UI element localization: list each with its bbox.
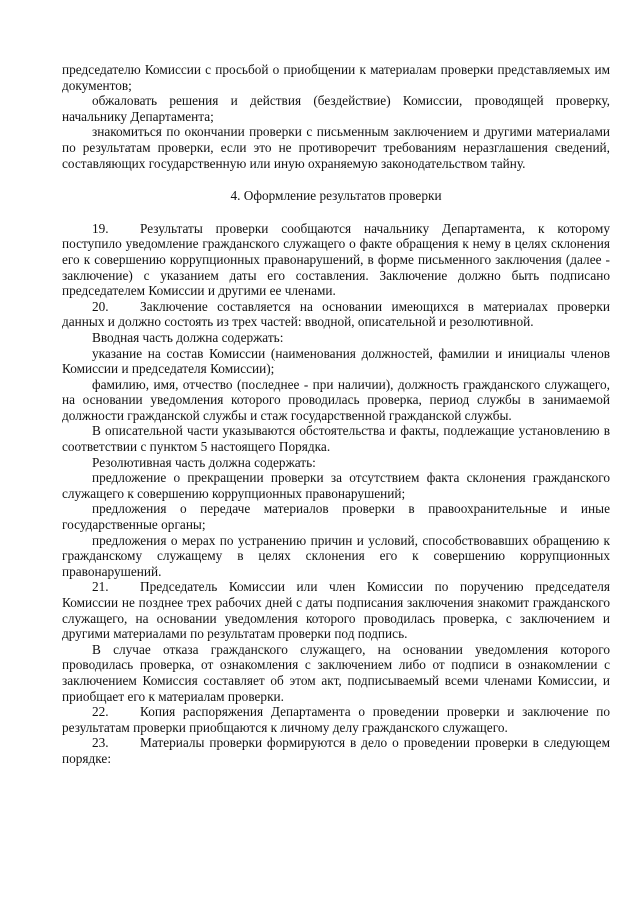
item-21 [62, 579, 610, 641]
paragraph-rights-petition: председателю Комиссии с просьбой о приобщении к материалам проверки представляемых им документов; [62, 62, 610, 93]
paragraph-resolution-measures: предложения о мерах по устранению причин и условий, способствовавших обращению к гражданскому служащему в целях склонения его к совершению коррупционных правонарушений. [62, 532, 610, 579]
paragraph-rights-appeal: обжаловать решения и действия (бездействие) Комиссии, проводящей проверку, начальнику Департамента; [62, 93, 610, 124]
paragraph-resolution-termination: предложение о прекращении проверки за отсутствием факта склонения гражданского служащего к совершению коррупционных правонарушений; [62, 470, 610, 501]
item-number: 21. [92, 579, 109, 595]
paragraph-descriptive-part: В описательной части указываются обстоятельства и факты, подлежащие установлению в соответствии с пунктом 5 настоящего Порядка. [62, 423, 610, 455]
section-heading: 4. Оформление результатов проверки [230, 188, 442, 204]
paragraph-resolution-heading: Резолютивная часть должна содержать: [92, 454, 316, 470]
item-text: Результаты проверки сообщаются начальнику Департамента, к которому поступило уведомление гражданского служащего о факте обращения к нему в целях склонения его к совершению коррупционных правонарушений, в форме письменного заключения (далее - заключение) с указанием даты его составления. Заключение должно быть подписано председателем Комиссии и другими ее членами. [62, 220, 610, 299]
item-number: 19. [92, 220, 109, 236]
item-23 [62, 735, 610, 766]
item-text: Копия распоряжения Департамента о проведении проверки и заключение по результатам проверки приобщаются к личному делу гражданского служащего. [62, 704, 610, 735]
item-number: 23. [92, 735, 109, 751]
item-19 [62, 221, 610, 299]
item-text: Материалы проверки формируются в дело о проведении проверки в следующем порядке: [62, 735, 610, 766]
paragraph-intro-heading: Вводная часть должна содержать: [92, 329, 284, 345]
paragraph-refusal: В случае отказа гражданского служащего, на основании уведомления которого проводилась проверка, от ознакомления с заключением либо от подписи в ознакомлении с заключением Комиссия составляет об этом акт, подписываемый всеми членами Комиссии, и приобщает его к материалам проверки. [62, 641, 610, 704]
item-22 [62, 704, 610, 735]
paragraph-rights-review: знакомиться по окончании проверки с письменным заключением и другими материалами по результатам проверки, если это не противоречит требованиям неразглашения сведений, составляющих государственную или иную охраняемую законодательством тайну. [62, 124, 610, 171]
document-page [62, 62, 610, 767]
paragraph-resolution-transfer: предложения о передаче материалов проверки в правоохранительные и иные государственные органы; [62, 501, 610, 533]
item-number: 20. [92, 298, 109, 314]
item-text: Заключение составляется на основании имеющихся в материалах проверки данных и должно состоять из трех частей: вводной, описательной и резолютивной. [62, 298, 610, 330]
paragraph-intro-composition: указание на состав Комиссии (наименования должностей, фамилии и инициалы членов Комиссии и председателя Комиссии); [62, 345, 610, 377]
item-number: 22. [92, 704, 109, 720]
item-text: Председатель Комиссии или член Комиссии по поручению председателя Комиссии не позднее трех рабочих дней с даты подписания заключения знакомит гражданского служащего, на основании уведомления которого проводилась проверка, с заключением и другими материалами по результатам проверки под подпись. [62, 579, 610, 642]
paragraph-intro-employee: фамилию, имя, отчество (последнее - при наличии), должность гражданского служащего, на основании уведомления которого проводилась проверка, период службы в занимаемой должности гражданской службы и стаж государственной гражданской службы. [62, 376, 610, 423]
item-20 [62, 299, 610, 330]
